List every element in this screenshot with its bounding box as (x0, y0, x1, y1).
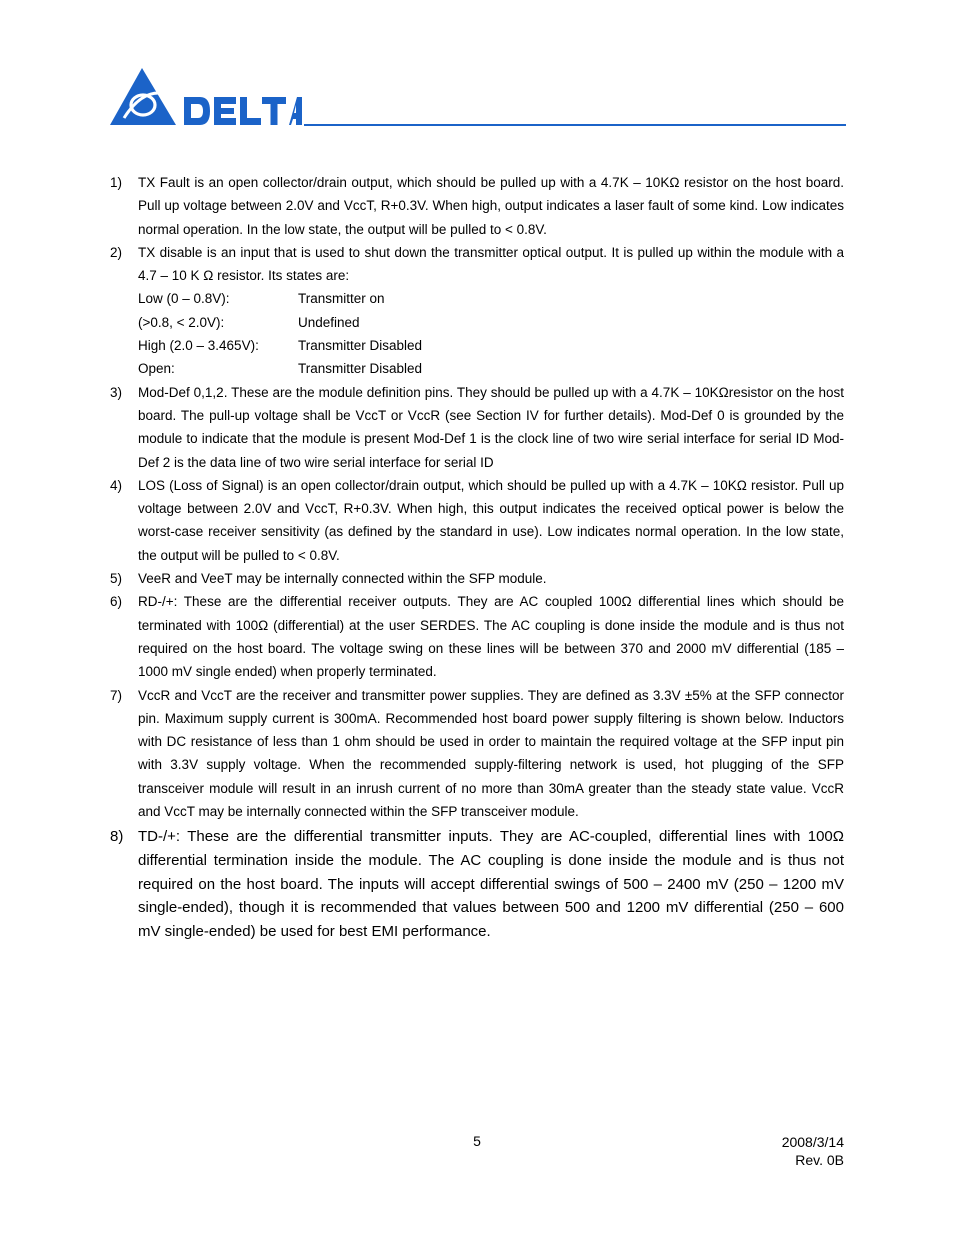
state-result: Transmitter Disabled (298, 338, 423, 354)
footer-date: 2008/3/14 (781, 1134, 844, 1150)
note-number: 2) (110, 244, 123, 260)
header-rule (304, 124, 846, 126)
note-text: TD-/+: These are the differential transmitter inputs. They are AC-coupled, differential lines with 100Ω differential termination inside the module. The AC coupling is done inside the module and is thus not required on the host board. The inputs will accept differential swings of 500 – 2400 mV (250 – 1200 mV single-ended), though it is recommended that values between 500 and 1200 mV differential (250 – 600 mV single-ended) be used for best EMI performance. (138, 828, 844, 940)
note-text: RD-/+: These are the differential receiver outputs. They are AC coupled 100Ω differential lines which should be terminated with 100Ω (differential) at the user SERDES. The AC coupling is done inside the module and is thus not required on the host board. The voltage swing on these lines will be between 370 and 2000 mV differential (185 – 1000 mV single ended) when properly terminated. (138, 594, 844, 680)
state-result: Transmitter Disabled (298, 361, 423, 377)
note-text: TX Fault is an open collector/drain output, which should be pulled up with a 4.7K – 10KΩ resistor on the host board. Pull up voltage between 2.0V and VccT, R+0.3V. When high, output indicates a laser fault of some kind. Low indicates normal operation. In the low state, the output will be pulled to < 0.8V. (138, 175, 844, 237)
note-8 (110, 825, 844, 943)
note-4 (110, 474, 844, 567)
state-input: High (2.0 – 3.465V): (138, 338, 259, 354)
pin-notes-list (110, 171, 844, 943)
note-number: 6) (110, 594, 123, 610)
state-row (138, 334, 844, 357)
note-text: LOS (Loss of Signal) is an open collector/drain output, which should be pulled up with a 4.7K – 10KΩ resistor. Pull up voltage between 2.0V and VccT, R+0.3V. When high, this output indicates the received optical power is below the worst-case receiver sensitivity (as defined by the standard in use). Low indicates normal operation. In the low state, the output will be pulled to < 0.8V. (138, 477, 844, 563)
state-row (138, 287, 844, 310)
page-number: 5 (473, 1133, 481, 1149)
note-text: TX disable is an input that is used to shut down the transmitter optical output. It is pulled up within the module with a 4.7 – 10 K Ω resistor. Its states are: (138, 244, 844, 284)
state-row (138, 311, 844, 334)
delta-logo (110, 66, 302, 128)
footer-revision: Rev. 0B (795, 1152, 844, 1168)
state-result: Undefined (298, 314, 360, 330)
note-7 (110, 684, 844, 824)
note-number: 1) (110, 175, 123, 190)
note-number: 8) (110, 828, 124, 846)
note-number: 7) (110, 687, 123, 703)
state-input: (>0.8, < 2.0V): (138, 314, 225, 330)
state-input: Open: (138, 361, 175, 377)
state-input: Low (0 – 0.8V): (138, 291, 230, 307)
note-2 (110, 241, 844, 381)
note-number: 3) (110, 384, 123, 400)
state-row (138, 357, 844, 380)
note-1 (110, 171, 844, 241)
note-number: 5) (110, 571, 123, 587)
state-result: Transmitter on (298, 291, 385, 307)
note-text: VeeR and VeeT may be internally connected within the SFP module. (138, 571, 547, 587)
note-3 (110, 381, 844, 474)
note-text: Mod-Def 0,1,2. These are the module definition pins. They should be pulled up with a 4.7K – 10KΩresistor on the host board. The pull-up voltage shall be VccT or VccR (see Section IV for further details). Mod-Def 0 is grounded by the module to indicate that the module is present Mod-Def 1 is the clock line of two wire serial interface for serial ID Mod-Def 2 is the data line of two wire serial interface for serial ID (138, 384, 844, 470)
footer-date-rev (782, 1133, 844, 1169)
note-6 (110, 590, 844, 683)
tx-disable-states-table (138, 287, 844, 380)
note-5 (110, 567, 844, 590)
note-text: VccR and VccT are the receiver and transmitter power supplies. They are defined as 3.3V ±5% at the SFP connector pin. Maximum supply current is 300mA. Recommended host board power supply filtering is shown below. Inductors with DC resistance of less than 1 ohm should be used in order to maintain the required voltage at the SFP input pin with 3.3V supply voltage. When the recommended supply-filtering network is used, hot plugging of the SFP transceiver module will result in an inrush current of no more than 30mA greater than the steady state value. VccR and VccT may be internally connected within the SFP transceiver module. (138, 687, 844, 820)
note-number: 4) (110, 477, 123, 493)
